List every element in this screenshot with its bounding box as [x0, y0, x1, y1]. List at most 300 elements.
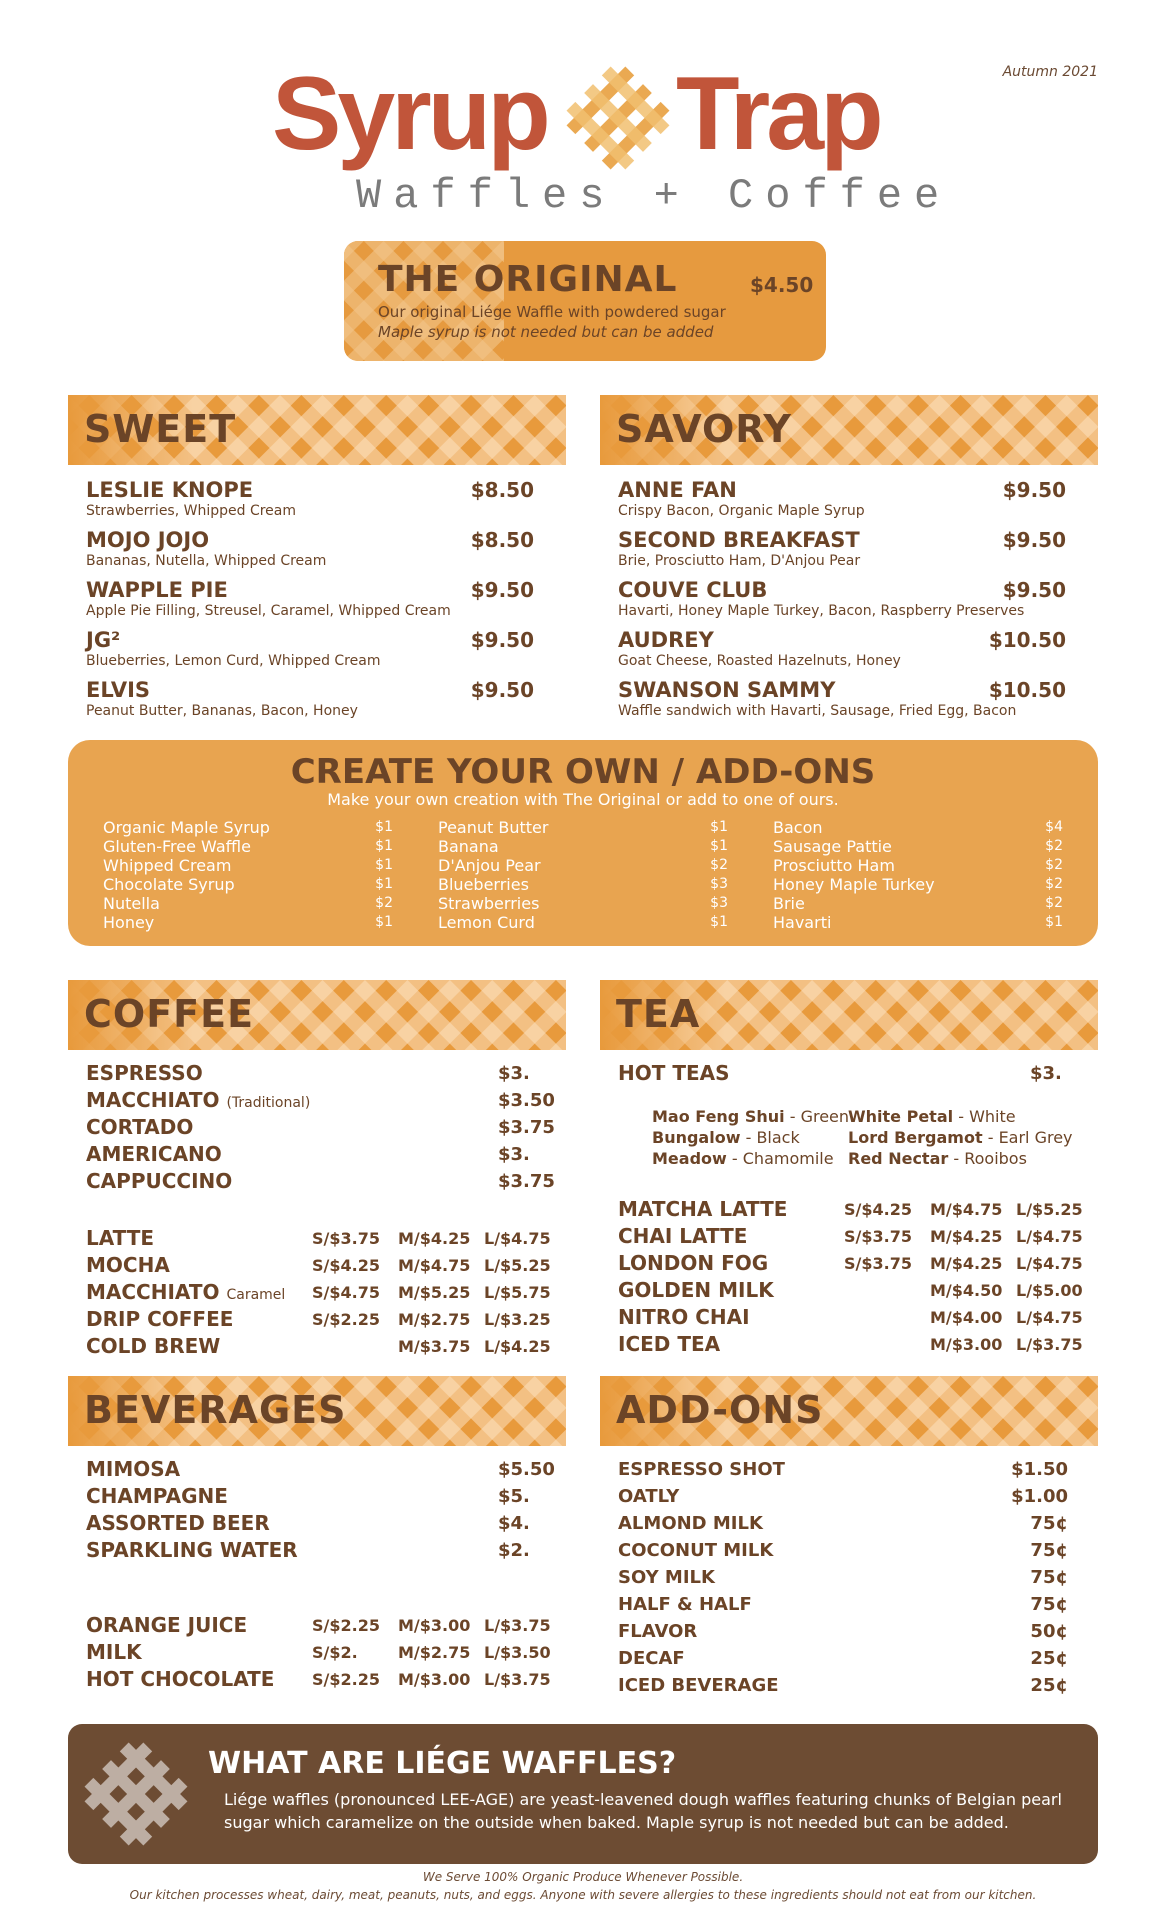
- size-price-s: S/$2.25: [312, 1616, 380, 1635]
- item-name: COUVE CLUB: [618, 578, 768, 602]
- item-description: Peanut Butter, Bananas, Bacon, Honey: [86, 703, 358, 719]
- drink-name: [86, 1639, 142, 1666]
- drink-row: [618, 1331, 1083, 1358]
- drink-name-text: ICED TEA: [618, 1332, 721, 1356]
- beverages-title: BEVERAGES: [84, 1388, 347, 1432]
- addon-row: [773, 894, 1063, 913]
- drink-price: $4.: [498, 1513, 530, 1534]
- drink-name: [618, 1331, 720, 1358]
- drink-name-text: MATCHA LATTE: [618, 1197, 788, 1221]
- item-price: $10.50: [988, 628, 1066, 652]
- menu-item: [618, 628, 1066, 678]
- savory-banner: [600, 395, 1098, 465]
- drink-name-text: MILK: [86, 1640, 142, 1664]
- drink-name-text: LATTE: [86, 1226, 155, 1250]
- addons-list: [618, 1456, 1068, 1699]
- menu-item: [86, 478, 534, 528]
- item-price: $8.50: [470, 528, 534, 552]
- addon-price: $1.50: [1011, 1459, 1068, 1480]
- tea-variety-name: Meadow: [652, 1149, 727, 1168]
- tea-variety-type: - Rooibos: [953, 1149, 1027, 1168]
- addon-row: [438, 818, 728, 837]
- drink-row: [618, 1277, 1083, 1304]
- item-price: $9.50: [1002, 578, 1066, 602]
- size-price-m: M/$4.75: [930, 1200, 1003, 1219]
- liege-description: Liége waffles (pronounced LEE-AGE) are yeast-leavened dough waffles featuring chunks of Belgian pearl sugar which caramelize on the outside when baked. Maple syrup is not needed but can be added.: [224, 1790, 1062, 1832]
- addon-price: 75¢: [1030, 1594, 1068, 1615]
- drink-name: [86, 1060, 203, 1087]
- addon-price: $1: [375, 857, 393, 873]
- addon-name: Nutella: [103, 894, 160, 913]
- cyo-column: [438, 818, 738, 932]
- addon-name: OATLY: [618, 1486, 680, 1507]
- addon-row: [773, 837, 1063, 856]
- addon-price: 75¢: [1030, 1540, 1068, 1561]
- drink-row: [618, 1250, 1083, 1277]
- original-price: $4.50: [750, 273, 814, 297]
- brand-name-left: Syrup: [272, 56, 547, 172]
- size-price-s: S/$4.25: [312, 1256, 380, 1275]
- drink-name: [86, 1612, 247, 1639]
- tea-variety-name: Bungalow: [652, 1128, 741, 1147]
- addons-banner: [600, 1376, 1098, 1446]
- addon-price: $1: [375, 876, 393, 892]
- menu-item: [86, 578, 534, 628]
- drink-name-text: MACCHIATO: [86, 1280, 220, 1304]
- addon-name: Bacon: [773, 818, 823, 837]
- addon-name: Honey: [103, 913, 155, 932]
- drink-extra: (Traditional): [226, 1095, 311, 1111]
- size-price-l: L/$4.25: [484, 1337, 551, 1356]
- drink-name-text: MOCHA: [86, 1253, 170, 1277]
- menu-item: [86, 678, 534, 728]
- drink-name: [86, 1333, 220, 1360]
- cyo-column: [773, 818, 1073, 932]
- addon-name: Honey Maple Turkey: [773, 875, 935, 894]
- size-price-m: M/$2.75: [398, 1643, 471, 1662]
- hot-teas-price: $3.: [1030, 1063, 1062, 1084]
- drink-name: [618, 1223, 747, 1250]
- drink-row: [618, 1510, 1068, 1537]
- season-label: Autumn 2021: [1002, 64, 1098, 80]
- addon-price: $1.00: [1011, 1486, 1068, 1507]
- drink-row: [618, 1196, 1083, 1223]
- drink-price: $2.: [498, 1540, 530, 1561]
- drink-row: [86, 1639, 551, 1666]
- addon-name: HALF & HALF: [618, 1594, 752, 1615]
- size-price-s: S/$3.75: [844, 1227, 912, 1246]
- addon-name: Whipped Cream: [103, 856, 232, 875]
- item-price: $9.50: [1002, 478, 1066, 502]
- tea-variety: [848, 1127, 1073, 1148]
- drink-row: [86, 1666, 551, 1693]
- tea-variety: [652, 1127, 800, 1148]
- drink-name-text: LONDON FOG: [618, 1251, 769, 1275]
- size-price-l: L/$4.75: [1016, 1254, 1083, 1273]
- drink-name: [618, 1250, 768, 1277]
- drink-row: [86, 1483, 536, 1510]
- item-name: SWANSON SAMMY: [618, 678, 836, 702]
- item-name: JG²: [86, 628, 121, 652]
- addon-price: $3: [710, 895, 728, 911]
- size-price-l: L/$5.75: [484, 1283, 551, 1302]
- item-name: MOJO JOJO: [86, 528, 210, 552]
- beverages-simple-list: [86, 1456, 555, 1564]
- drink-row: [86, 1456, 555, 1483]
- drink-price: $5.: [498, 1486, 530, 1507]
- original-title: THE ORIGINAL: [378, 259, 678, 300]
- drink-name: [618, 1304, 750, 1331]
- addon-row: [438, 913, 728, 932]
- item-description: Crispy Bacon, Organic Maple Syrup: [618, 503, 865, 519]
- drink-row: [86, 1114, 555, 1141]
- menu-item: [86, 528, 534, 578]
- addon-price: $4: [1045, 819, 1063, 835]
- the-original-box: [344, 241, 826, 361]
- tea-variety: [652, 1148, 834, 1169]
- size-price-s: S/$2.: [312, 1643, 358, 1662]
- drink-row: [86, 1225, 551, 1252]
- menu-item: [86, 628, 534, 678]
- addon-price: $3: [710, 876, 728, 892]
- addon-price: $2: [1045, 895, 1063, 911]
- size-price-l: L/$4.75: [484, 1229, 551, 1248]
- drink-name: [86, 1168, 232, 1195]
- item-name: SECOND BREAKFAST: [618, 528, 860, 552]
- hot-teas-name: HOT TEAS: [618, 1061, 730, 1085]
- addon-price: $2: [1045, 876, 1063, 892]
- addon-price: $1: [710, 914, 728, 930]
- drink-name-text: SPARKLING WATER: [86, 1538, 298, 1562]
- brand-name-right: Trap: [676, 56, 880, 172]
- addon-price: $2: [1045, 857, 1063, 873]
- addon-price: $1: [375, 914, 393, 930]
- addon-row: [103, 856, 393, 875]
- menu-item: [618, 578, 1066, 628]
- drink-row: [86, 1168, 555, 1195]
- drink-price: $3.75: [498, 1117, 555, 1138]
- drink-name-text: CHAI LATTE: [618, 1224, 748, 1248]
- drink-name-text: ASSORTED BEER: [86, 1511, 270, 1535]
- size-price-m: M/$4.25: [398, 1229, 471, 1248]
- tea-variety-type: - White: [958, 1107, 1016, 1126]
- addon-price: $2: [710, 857, 728, 873]
- addon-name: ICED BEVERAGE: [618, 1675, 779, 1696]
- item-price: $9.50: [470, 578, 534, 602]
- drink-name-text: DRIP COFFEE: [86, 1307, 234, 1331]
- drink-name: [618, 1277, 774, 1304]
- coffee-banner: [68, 980, 566, 1050]
- menu-item: [618, 478, 1066, 528]
- menu-item: [618, 678, 1066, 728]
- drink-price: $5.50: [498, 1459, 555, 1480]
- sweet-list: [86, 478, 534, 728]
- tea-variety: [848, 1148, 1027, 1169]
- tea-variety-type: - Earl Grey: [987, 1128, 1073, 1147]
- drink-row: [618, 1537, 1068, 1564]
- size-price-s: S/$3.75: [844, 1254, 912, 1273]
- coffee-sized-list: [86, 1225, 551, 1360]
- item-name: LESLIE KNOPE: [86, 478, 254, 502]
- addon-name: DECAF: [618, 1648, 685, 1669]
- size-price-s: S/$4.75: [312, 1283, 380, 1302]
- drink-name-text: ESPRESSO: [86, 1061, 203, 1085]
- drink-name: [86, 1537, 298, 1564]
- cyo-title: CREATE YOUR OWN / ADD-ONS: [290, 752, 876, 792]
- drink-price: $3.50: [498, 1090, 555, 1111]
- addon-row: [773, 818, 1063, 837]
- size-price-l: L/$5.25: [1016, 1200, 1083, 1219]
- drink-name: [618, 1196, 787, 1223]
- beverages-sized-list: [86, 1612, 551, 1693]
- original-note: Maple syrup is not needed but can be added: [378, 323, 714, 341]
- liege-info-box: [68, 1724, 1098, 1864]
- item-description: Blueberries, Lemon Curd, Whipped Cream: [86, 653, 381, 669]
- size-price-s: S/$2.25: [312, 1310, 380, 1329]
- item-name: WAPPLE PIE: [86, 578, 228, 602]
- addon-row: [103, 913, 393, 932]
- addons-title: ADD-ONS: [616, 1388, 824, 1432]
- drink-name: [86, 1279, 285, 1309]
- item-description: Strawberries, Whipped Cream: [86, 503, 297, 519]
- footer-allergy: Our kitchen processes wheat, dairy, meat, peanuts, nuts, and eggs. Anyone with severe allergies to these ingredients should not eat from our kitchen.: [129, 1888, 1037, 1902]
- original-description: Our original Liége Waffle with powdered sugar: [378, 303, 726, 321]
- tea-variety-type: - Green: [789, 1107, 850, 1126]
- drink-row: [618, 1618, 1068, 1645]
- size-price-s: S/$2.25: [312, 1670, 380, 1689]
- create-your-own-box: [68, 740, 1098, 946]
- footer-organic: We Serve 100% Organic Produce Whenever Possible.: [422, 1870, 744, 1884]
- drink-row: [618, 1672, 1068, 1699]
- item-name: ANNE FAN: [618, 478, 737, 502]
- addon-price: $1: [710, 838, 728, 854]
- addon-name: Prosciutto Ham: [773, 856, 895, 875]
- size-price-l: L/$4.75: [1016, 1227, 1083, 1246]
- size-price-l: L/$5.25: [484, 1256, 551, 1275]
- size-price-m: M/$3.00: [930, 1335, 1003, 1354]
- drink-name-text: CAPPUCCINO: [86, 1169, 233, 1193]
- drink-price: $3.: [498, 1144, 530, 1165]
- addon-name: Strawberries: [438, 894, 540, 913]
- tea-variety-type: - Black: [745, 1128, 800, 1147]
- size-price-l: L/$3.75: [1016, 1335, 1083, 1354]
- addon-price: $1: [375, 838, 393, 854]
- item-price: $9.50: [470, 628, 534, 652]
- drink-name: [86, 1141, 222, 1168]
- size-price-m: M/$2.75: [398, 1310, 471, 1329]
- size-price-m: M/$4.00: [930, 1308, 1003, 1327]
- size-price-m: M/$5.25: [398, 1283, 471, 1302]
- drink-name: [86, 1087, 310, 1117]
- addon-price: 50¢: [1030, 1621, 1068, 1642]
- drink-name-text: MACCHIATO: [86, 1088, 220, 1112]
- coffee-simple-list: [86, 1060, 555, 1195]
- addon-name: COCONUT MILK: [618, 1540, 774, 1561]
- size-price-s: S/$3.75: [312, 1229, 380, 1248]
- item-price: $9.50: [1002, 528, 1066, 552]
- savory-title: SAVORY: [616, 407, 792, 451]
- addon-row: [438, 875, 728, 894]
- tea-banner: [600, 980, 1098, 1050]
- drink-row: [86, 1333, 551, 1360]
- item-description: Bananas, Nutella, Whipped Cream: [86, 553, 327, 569]
- savory-list: [618, 478, 1066, 728]
- drink-name: [86, 1456, 180, 1483]
- tea-variety: [848, 1106, 1016, 1127]
- size-price-m: M/$4.25: [930, 1227, 1003, 1246]
- addon-name: Lemon Curd: [438, 913, 535, 932]
- drink-row: [86, 1612, 551, 1639]
- size-price-l: L/$3.50: [484, 1643, 551, 1662]
- coffee-title: COFFEE: [84, 992, 255, 1036]
- addon-name: ESPRESSO SHOT: [618, 1459, 785, 1480]
- tea-variety-name: Lord Bergamot: [848, 1128, 983, 1147]
- drink-row: [86, 1087, 555, 1114]
- item-price: $10.50: [988, 678, 1066, 702]
- size-price-m: M/$3.75: [398, 1337, 471, 1356]
- size-price-m: M/$3.00: [398, 1670, 471, 1689]
- addon-row: [438, 837, 728, 856]
- drink-row: [618, 1223, 1083, 1250]
- addon-price: $1: [1045, 914, 1063, 930]
- drink-name: [86, 1252, 170, 1279]
- addon-row: [103, 837, 393, 856]
- addon-name: Brie: [773, 894, 805, 913]
- tagline: Waffles + Coffee: [356, 172, 952, 220]
- cyo-subtitle: Make your own creation with The Original or add to one of ours.: [327, 790, 839, 809]
- cyo-column: [103, 818, 403, 932]
- addon-name: Sausage Pattie: [773, 837, 892, 856]
- addon-price: 75¢: [1030, 1567, 1068, 1588]
- sweet-title: SWEET: [84, 407, 237, 451]
- size-price-m: M/$4.25: [930, 1254, 1003, 1273]
- item-description: Waffle sandwich with Havarti, Sausage, Fried Egg, Bacon: [618, 703, 1017, 719]
- addon-name: SOY MILK: [618, 1567, 715, 1588]
- drink-name: [86, 1483, 228, 1510]
- addon-price: $1: [375, 819, 393, 835]
- item-description: Brie, Prosciutto Ham, D'Anjou Pear: [618, 553, 861, 569]
- drink-row: [618, 1645, 1068, 1672]
- drink-name: [86, 1510, 270, 1537]
- tea-sized-list: [618, 1196, 1083, 1358]
- tea-variety: [652, 1106, 849, 1127]
- size-price-l: L/$3.75: [484, 1616, 551, 1635]
- addon-name: ALMOND MILK: [618, 1513, 763, 1534]
- addon-name: Blueberries: [438, 875, 529, 894]
- drink-name-text: ORANGE JUICE: [86, 1613, 248, 1637]
- item-description: Goat Cheese, Roasted Hazelnuts, Honey: [618, 653, 901, 669]
- drink-name-text: MIMOSA: [86, 1457, 181, 1481]
- tea-variety-name: Red Nectar: [848, 1149, 949, 1168]
- addon-name: Banana: [438, 837, 499, 856]
- addon-row: [103, 875, 393, 894]
- drink-row: [86, 1252, 551, 1279]
- size-price-m: M/$3.00: [398, 1616, 471, 1635]
- addon-name: Havarti: [773, 913, 832, 932]
- tea-variety-type: - Chamomile: [731, 1149, 834, 1168]
- waffle-logo-icon: [566, 66, 670, 170]
- item-name: AUDREY: [618, 628, 714, 652]
- addon-row: [438, 856, 728, 875]
- drink-row: [86, 1060, 536, 1087]
- addon-price: 75¢: [1030, 1513, 1068, 1534]
- size-price-l: L/$3.75: [484, 1670, 551, 1689]
- addon-row: [773, 913, 1063, 932]
- drink-name: [86, 1306, 233, 1333]
- waffle-icon: [84, 1742, 188, 1846]
- tea-variety-name: Mao Feng Shui: [652, 1107, 785, 1126]
- addon-row: [103, 818, 393, 837]
- addon-row: [773, 875, 1063, 894]
- drink-row: [618, 1456, 1068, 1483]
- drink-price: $3.: [498, 1063, 530, 1084]
- addon-price: $2: [375, 895, 393, 911]
- drink-row: [618, 1483, 1068, 1510]
- addon-name: D'Anjou Pear: [438, 856, 541, 875]
- drink-row: [86, 1279, 551, 1306]
- addon-price: 25¢: [1030, 1675, 1068, 1696]
- drink-name: [86, 1666, 274, 1693]
- drink-extra: Caramel: [226, 1287, 286, 1303]
- beverages-banner: [68, 1376, 566, 1446]
- drink-name: [86, 1225, 154, 1252]
- size-price-l: L/$3.25: [484, 1310, 551, 1329]
- tea-variety-name: White Petal: [848, 1107, 954, 1126]
- addon-row: [103, 894, 393, 913]
- drink-name-text: HOT CHOCOLATE: [86, 1667, 275, 1691]
- drink-row: [86, 1537, 536, 1564]
- size-price-m: M/$4.50: [930, 1281, 1003, 1300]
- drink-name: [86, 1114, 193, 1141]
- drink-row: [86, 1306, 551, 1333]
- drink-name-text: CORTADO: [86, 1115, 194, 1139]
- addon-row: [438, 894, 728, 913]
- addon-name: Organic Maple Syrup: [103, 818, 270, 837]
- addon-row: [773, 856, 1063, 875]
- size-price-l: L/$4.75: [1016, 1308, 1083, 1327]
- drink-row: [618, 1304, 1083, 1331]
- drink-name-text: AMERICANO: [86, 1142, 222, 1166]
- size-price-s: S/$4.25: [844, 1200, 912, 1219]
- liege-title: WHAT ARE LIÉGE WAFFLES?: [208, 1746, 677, 1781]
- drink-name-text: NITRO CHAI: [618, 1305, 750, 1329]
- size-price-m: M/$4.75: [398, 1256, 471, 1275]
- item-name: ELVIS: [86, 678, 151, 702]
- addon-price: 25¢: [1030, 1648, 1068, 1669]
- tea-title: TEA: [616, 992, 701, 1036]
- drink-row: [618, 1564, 1068, 1591]
- sweet-banner: [68, 395, 566, 465]
- addon-price: $2: [1045, 838, 1063, 854]
- drink-row: [618, 1591, 1068, 1618]
- addon-name: Peanut Butter: [438, 818, 549, 837]
- drink-price: $3.75: [498, 1171, 555, 1192]
- addon-price: $1: [710, 819, 728, 835]
- item-price: $9.50: [470, 678, 534, 702]
- addon-name: Chocolate Syrup: [103, 875, 235, 894]
- item-price: $8.50: [470, 478, 534, 502]
- menu-item: [618, 528, 1066, 578]
- drink-name-text: CHAMPAGNE: [86, 1484, 228, 1508]
- drink-row: [86, 1510, 536, 1537]
- drink-row: [86, 1141, 536, 1168]
- drink-name-text: GOLDEN MILK: [618, 1278, 774, 1302]
- drink-name-text: COLD BREW: [86, 1334, 221, 1358]
- item-description: Apple Pie Filling, Streusel, Caramel, Whipped Cream: [86, 603, 451, 619]
- addon-name: Gluten-Free Waffle: [103, 837, 251, 856]
- item-description: Havarti, Honey Maple Turkey, Bacon, Raspberry Preserves: [618, 603, 1025, 619]
- size-price-l: L/$5.00: [1016, 1281, 1083, 1300]
